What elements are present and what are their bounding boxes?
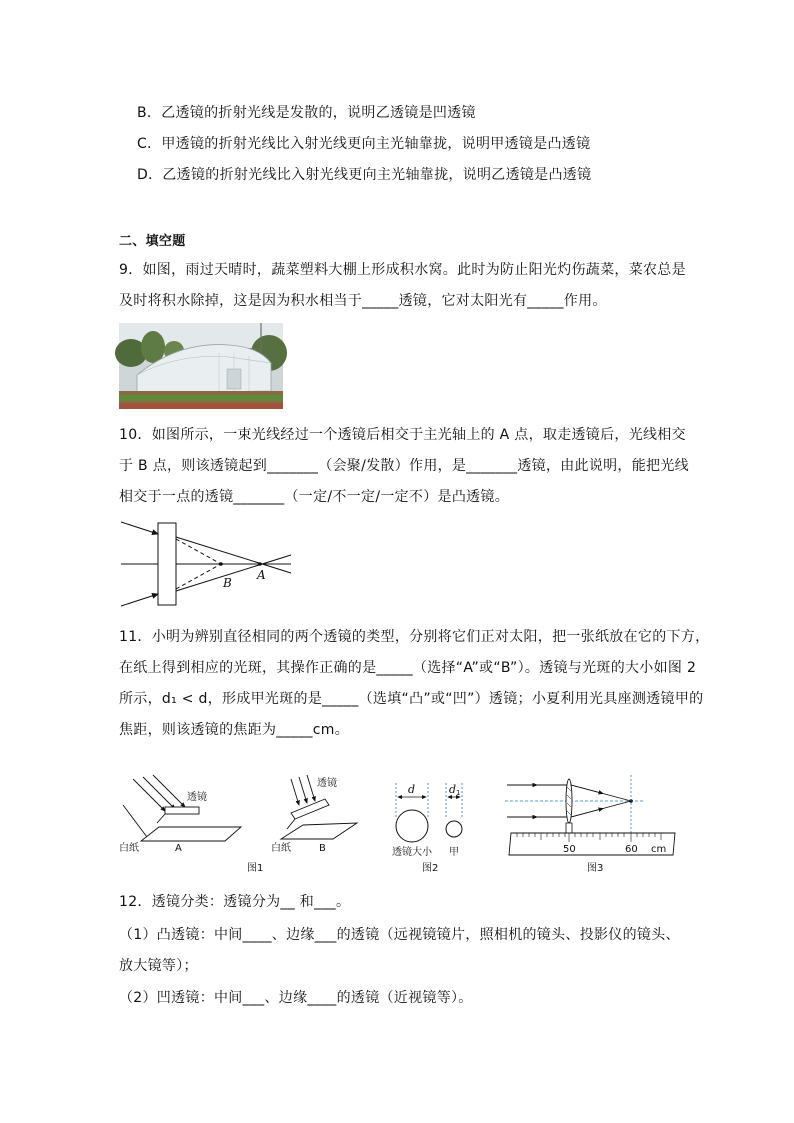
q11-line4: 焦距，则该透镜的焦距为_____cm。	[119, 722, 350, 738]
q9-line1: 9．如图，雨过天晴时，蔬菜塑料大棚上形成积水窝。此时为防止阳光灼伤蔬菜，菜农总是	[119, 262, 686, 278]
fig1-caption: 图1	[247, 863, 264, 874]
q11-line1: 11．小明为辨别直径相同的两个透镜的类型，分别将它们正对太阳，把一张纸放在它的下方，	[119, 629, 710, 645]
fig3-tick-60: 60	[625, 844, 638, 855]
fig3-caption: 图3	[587, 863, 604, 874]
q10-line1: 10．如图所示，一束光线经过一个透镜后相交于主光轴上的 A 点，取走透镜后，光线相交	[119, 427, 686, 443]
fig1-label-a: A	[175, 843, 182, 854]
q11-fig3	[505, 773, 677, 873]
greenhouse-photo	[119, 323, 283, 409]
fig1-paper-b: 白纸	[271, 843, 291, 854]
q12-line1: 12．透镜分类：透镜分为__ 和___。	[119, 894, 351, 910]
section-title: 二、填空题	[119, 234, 186, 249]
q11-fig1	[119, 773, 379, 873]
fig2-lens-size: 透镜大小	[392, 847, 432, 858]
fig1-lens-b: 透镜	[317, 778, 337, 789]
fig1-paper-a: 白纸	[119, 843, 139, 854]
fig3-unit: cm	[651, 844, 667, 855]
fig2-d1-sub: 1	[456, 789, 461, 797]
q11-fig2	[390, 773, 480, 873]
fig3-tick-50: 50	[563, 844, 576, 855]
q12-line2: （1）凸透镜：中间____、边缘___的透镜（远视镜镜片，照相机的镜头、投影仪的镜头、	[119, 927, 680, 943]
q10-ray-diagram	[119, 517, 299, 609]
q12-line4: （2）凹透镜：中间___、边缘____的透镜（近视镜等）。	[119, 990, 473, 1006]
fig1-lens-a: 透镜	[187, 792, 207, 803]
q11-line2: 在纸上得到相应的光斑，其操作正确的是_____（选择“A”或“B”）。透镜与光斑的大小如图 2	[119, 660, 697, 676]
label-b: B	[223, 576, 232, 590]
option-d: D．乙透镜的折射光线比入射光线更向主光轴靠拢，说明乙透镜是凸透镜	[137, 167, 592, 183]
fig2-caption: 图2	[422, 863, 439, 874]
q12-line3: 放大镜等）；	[119, 958, 198, 974]
fig2-jia: 甲	[449, 847, 459, 858]
fig2-d: d	[408, 783, 416, 796]
q9-line2: 及时将积水除掉，这是因为积水相当于_____透镜，它对太阳光有_____作用。	[119, 293, 607, 309]
q10-line3: 相交于一点的透镜_______（一定/不一定/一定不）是凸透镜。	[119, 489, 510, 505]
label-a: A	[257, 568, 266, 582]
q11-line3: 所示，d₁ < d，形成甲光斑的是_____（选填“凸”或“凹”）透镜；小夏利用光具座测透镜甲的	[119, 691, 704, 707]
option-b: B．乙透镜的折射光线是发散的，说明乙透镜是凹透镜	[137, 105, 476, 121]
option-c: C．甲透镜的折射光线比入射光线更向主光轴靠拢，说明甲透镜是凸透镜	[137, 136, 591, 152]
fig1-label-b: B	[319, 843, 326, 854]
q10-line2: 于 B 点，则该透镜起到_______（会聚/发散）作用，是_______透镜，由此说明，能把光线	[119, 458, 689, 474]
fig2-d1: d	[449, 783, 457, 796]
